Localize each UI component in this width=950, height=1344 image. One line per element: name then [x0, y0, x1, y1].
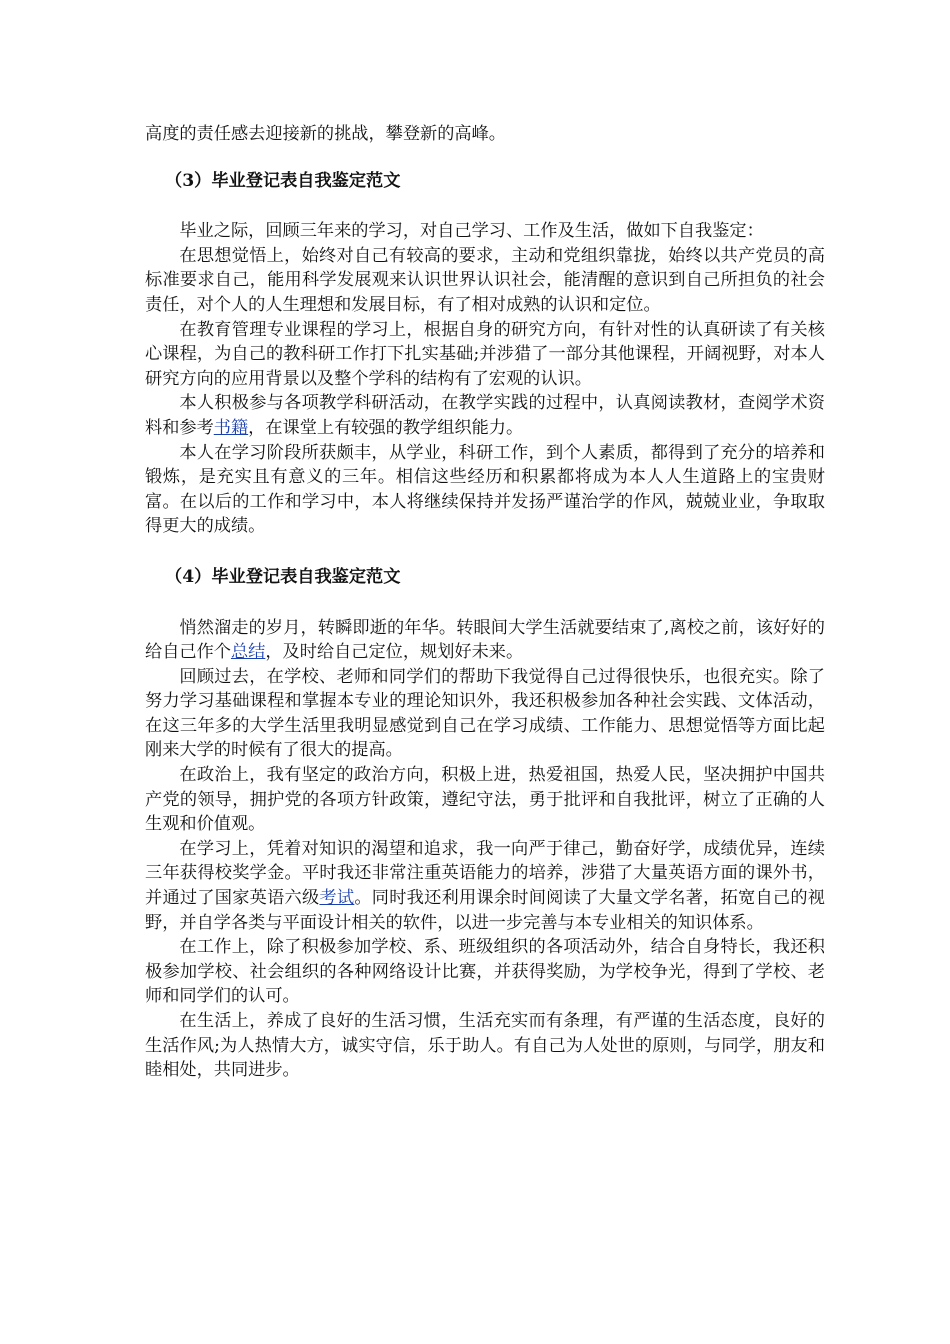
intro-tail-paragraph: 高度的责任感去迎接新的挑战，攀登新的高峰。	[145, 124, 506, 144]
section3-p4-text-before: 本人积极参与各项教学科研活动，在教学实践的过程中，认真阅读教材，查阅学术资料和参考	[145, 393, 825, 438]
summary-link[interactable]: 总结	[230, 642, 266, 663]
section4-paragraph-6: 在生活上，养成了良好的生活习惯，生活充实而有条理，有严谨的生活态度，良好的生活作风;为人热情大方，诚实守信，乐于助人。有自己为人处世的原则，与同学，朋友和睦相处，共同进步。	[145, 1011, 825, 1081]
section4-paragraph-3: 在政治上，我有坚定的政治方向，积极上进，热爱祖国，热爱人民，坚决拥护中国共产党的领导，拥护党的各项方针政策，遵纪守法，勇于批评和自我批评，树立了正确的人生观和价值观。	[145, 765, 825, 835]
section4-p1-text-after: ，及时给自己定位，规划好未来。	[265, 642, 524, 663]
section4-paragraph-2: 回顾过去，在学校、老师和同学们的帮助下我觉得自己过得很快乐，也很充实。除了努力学习基础课程和掌握本专业的理论知识外，我还积极参加各种社会实践、文体活动，在这三年多的大学生活里我明显感觉到自己在学习成绩、工作能力、思想觉悟等方面比起刚来大学的时候有了很大的提高。	[145, 666, 825, 761]
section4-paragraph-4	[145, 837, 825, 935]
section4-paragraph-5: 在工作上，除了积极参加学校、系、班级组织的各项活动外，结合自身特长，我还积极参加学校、社会组织的各种网络设计比赛，并获得奖励，为学校争光，得到了学校、老师和同学们的认可。	[145, 937, 825, 1007]
section4-p4-text-after: 。同时我还利用课余时间阅读了大量文学名著，拓宽自己的视野，并自学各类与平面设计相关的软件，以进一步完善与本专业相关的知识体系。	[145, 888, 825, 933]
section3-paragraph-3: 在教育管理专业课程的学习上，根据自身的研究方向，有针对性的认真研读了有关核心课程，为自己的教科研工作打下扎实基础;并涉猎了一部分其他课程，开阔视野，对本人研究方向的应用背景以及整个学科的结构有了宏观的认识。	[145, 319, 825, 389]
section4-paragraph-1	[145, 616, 825, 665]
section3-p4-text-after: ，在课堂上有较强的教学组织能力。	[248, 417, 524, 438]
exam-link[interactable]: 考试	[319, 888, 355, 909]
section3-paragraph-1: 毕业之际，回顾三年来的学习，对自己学习、工作及生活，做如下自我鉴定：	[179, 221, 764, 242]
section4-p1-text-before: 悄然溜走的岁月，转瞬即逝的年华。转眼间大学生活就要结束了,离校之前，该好好的给自己作个	[145, 617, 825, 663]
section3-paragraph-4	[145, 391, 825, 440]
section3-heading: （3）毕业登记表自我鉴定范文	[165, 170, 401, 191]
books-link[interactable]: 书籍	[213, 417, 249, 438]
document-page	[145, 122, 825, 1083]
section3-paragraph-2: 在思想觉悟上，始终对自己有较高的要求，主动和党组织靠拢，始终以共产党员的高标准要求自己，能用科学发展观来认识世界认识社会，能清醒的意识到自己所担负的社会责任，对个人的人生理想和发展目标，有了相对成熟的认识和定位。	[145, 245, 825, 315]
section4-p4-text-before: 在学习上，凭着对知识的渴望和追求，我一向严于律己，勤奋好学，成绩优异，连续三年获得校奖学金。平时我还非常注重英语能力的培养，涉猎了大量英语方面的课外书，并通过了国家英语六级	[145, 838, 825, 909]
section4-heading: （4）毕业登记表自我鉴定范文	[165, 566, 401, 587]
section3-paragraph-5: 本人在学习阶段所获颇丰，从学业，科研工作，到个人素质，都得到了充分的培养和锻炼，是充实且有意义的三年。相信这些经历和积累都将成为本人人生道路上的宝贵财富。在以后的工作和学习中，本人将继续保持并发扬严谨治学的作风，兢兢业业，争取取得更大的成绩。	[145, 442, 825, 537]
